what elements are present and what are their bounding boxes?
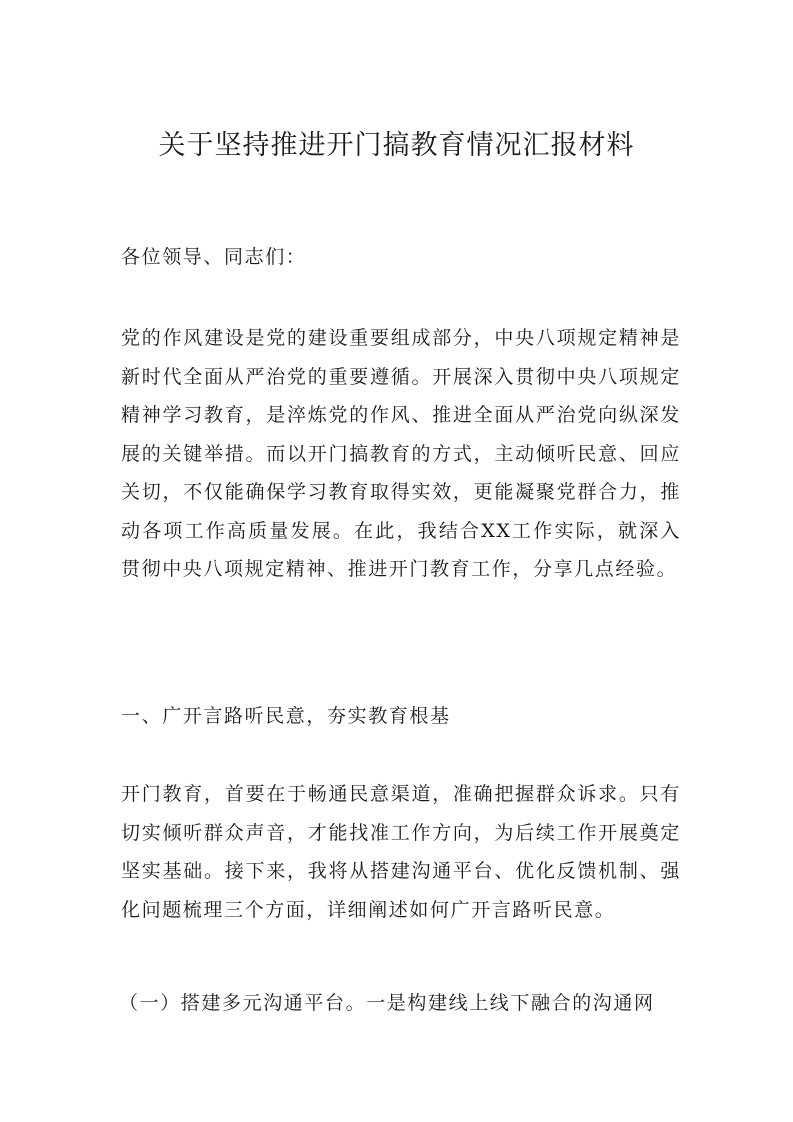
document-title: 关于坚持推进开门搞教育情况汇报材料 [158,130,635,161]
paragraph-section-1: 开门教育，首要在于畅通民意渠道，准确把握群众诉求。只有切实倾听群众声音，才能找准工作方向，为后续工作开展奠定坚实基础。接下来，我将从搭建沟通平台、优化反馈机制、强化问题梳理三个方面，详细阐述如何广开言路听民意。 [121,783,681,921]
section-heading-1: 一、广开言路听民意，夯实教育根基 [121,705,451,727]
paragraph-intro: 党的作风建设是党的建设重要组成部分，中央八项规定精神是新时代全面从严治党的重要遵循。开展深入贯彻中央八项规定精神学习教育，是淬炼党的作风、推进全面从严治党向纵深发展的关键举措。而以开门搞教育的方式，主动倾听民意、回应关切，不仅能确保学习教育取得实效，更能凝聚党群合力，推动各项工作高质量发展。在此，我结合XX工作实际，就深入贯彻中央八项规定精神、推进开门教育工作，分享几点经验。 [121,327,681,580]
greeting: 各位领导、同志们： [121,246,307,268]
paragraph-subsection-1: （一）搭建多元沟通平台。一是构建线上线下融合的沟通网 [119,992,655,1014]
